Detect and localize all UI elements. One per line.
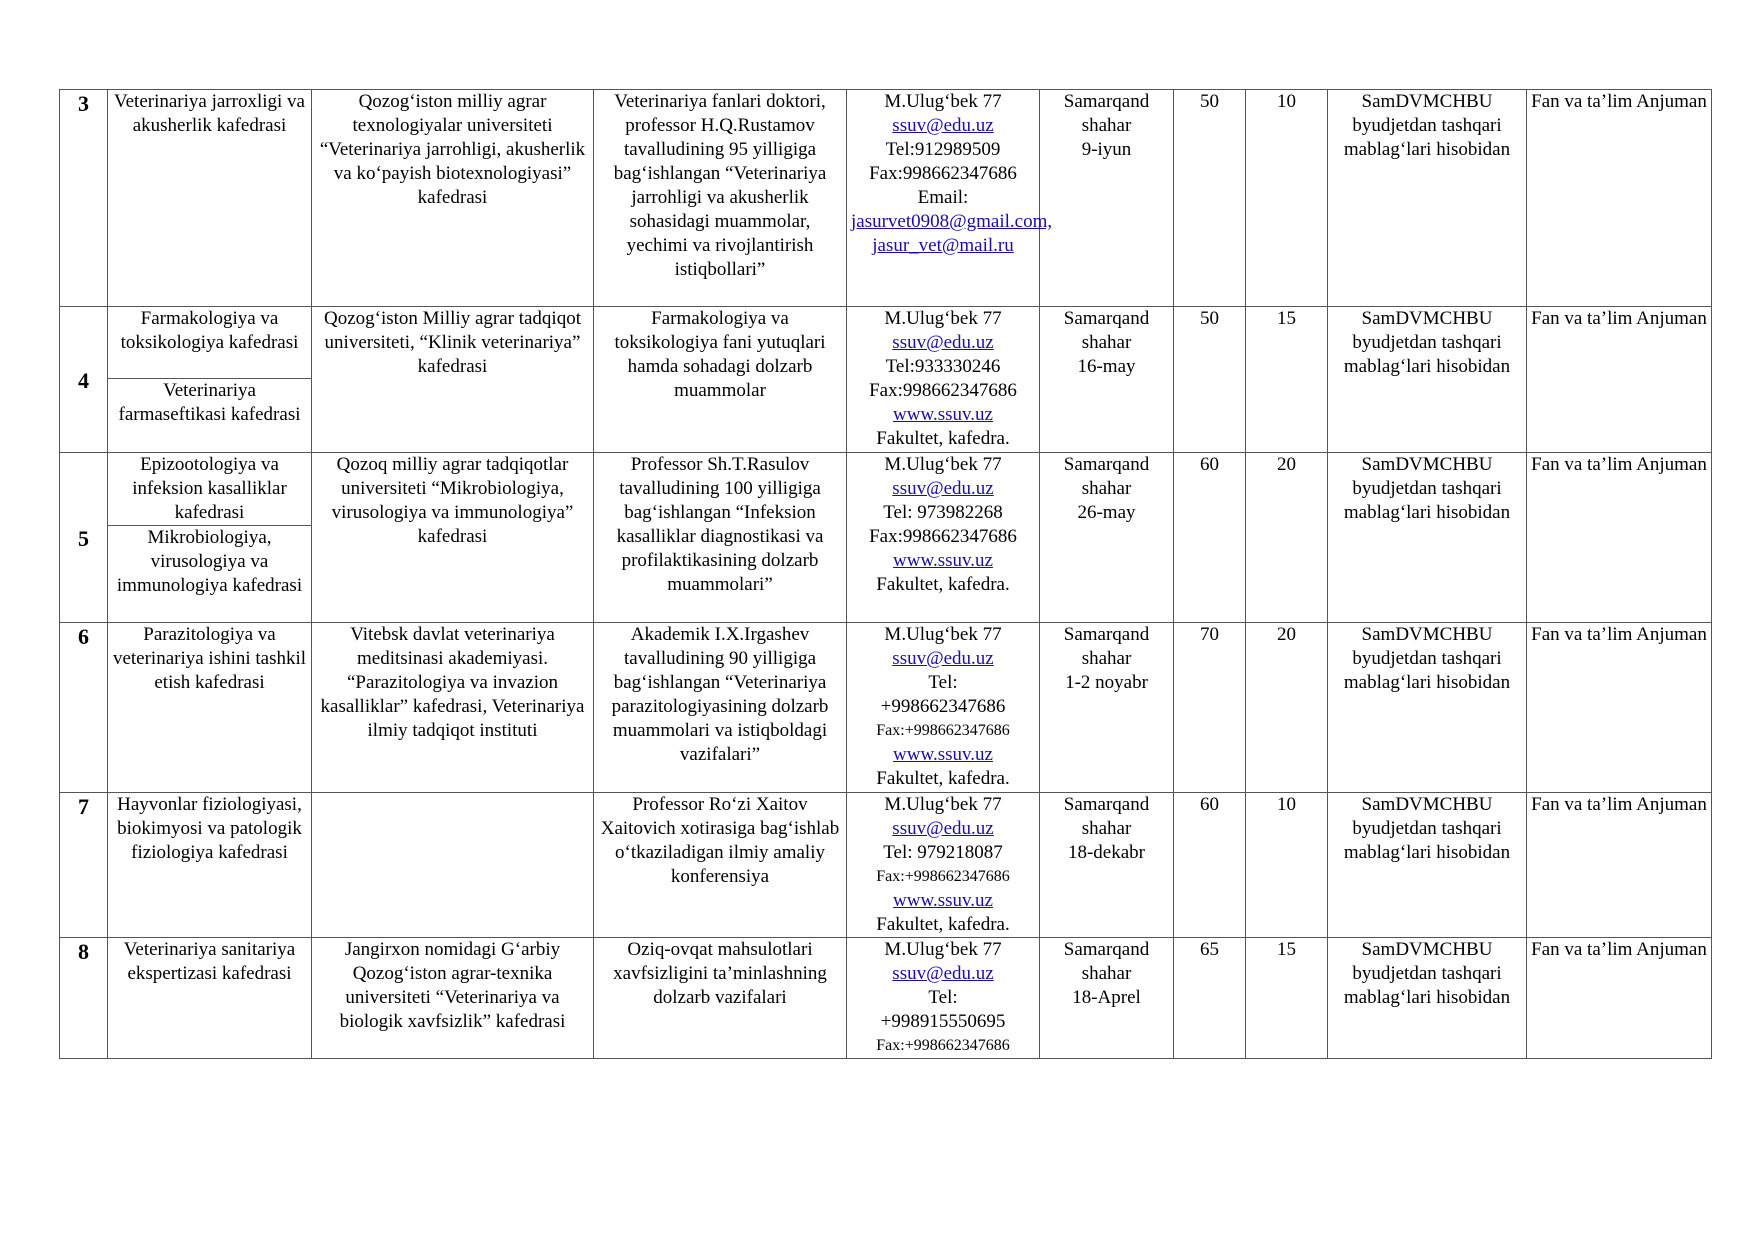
location-date-cell [1040, 90, 1174, 307]
contact-cell [847, 90, 1053, 307]
row-number: 7 [60, 793, 108, 938]
contact-cell [847, 453, 1040, 623]
table-row [60, 793, 1712, 938]
date-text: 26-may [1077, 502, 1136, 523]
theme-cell: Veterinariya fanlari doktori, professor H.Q.Rustamov tavalludining 95 yilligiga bag‘ishlangan “Veterinariya jarrohligi va akusherlik sohasidagi muammolar, yechimi va rivojlantirish istiqbollari” [594, 90, 847, 307]
participants-count: 70 [1174, 623, 1246, 793]
contact-line: Fakultet, kafedra. [876, 574, 1010, 595]
contact-line: Fakultet, kafedra. [876, 428, 1010, 449]
contact-link[interactable]: ssuv@edu.uz [892, 963, 994, 984]
event-type-cell: Fan va ta’lim Anjuman [1527, 453, 1712, 623]
event-type-cell: Fan va ta’lim Anjuman [1527, 90, 1712, 307]
participants-count: 60 [1174, 793, 1246, 938]
funding-cell: SamDVMCHBU byudjetdan tashqari mablag‘lari hisobidan [1328, 453, 1527, 623]
event-type-cell: Fan va ta’lim Anjuman [1527, 938, 1712, 1059]
row-number: 3 [60, 90, 108, 307]
contact-link[interactable]: www.ssuv.uz [893, 404, 993, 425]
funding-cell: SamDVMCHBU byudjetdan tashqari mablag‘lari hisobidan [1328, 623, 1527, 793]
contact-line: M.Ulug‘bek 77 [884, 91, 1002, 112]
location-date-cell [1040, 793, 1174, 938]
theme-cell: Akademik I.X.Irgashev tavalludining 90 yilligiga bag‘ishlangan “Veterinariya parazitologiyasining dolzarb muammolari va istiqboldagi vazifalari” [594, 623, 847, 793]
contact-link[interactable]: jasurvet0908@gmail.com, [851, 211, 1053, 232]
partner-cell: Qozog‘iston Milliy agrar tadqiqot universiteti, “Klinik veterinariya” kafedrasi [312, 307, 594, 453]
contact-line: Fax:998662347686 [869, 163, 1017, 184]
funding-cell: SamDVMCHBU byudjetdan tashqari mablag‘lari hisobidan [1328, 793, 1527, 938]
contact-link[interactable]: www.ssuv.uz [893, 890, 993, 911]
contact-line: Email: [917, 187, 969, 208]
contact-line: M.Ulug‘bek 77 [884, 939, 1002, 960]
contact-cell [847, 623, 1040, 793]
contact-line: Tel:933330246 [885, 356, 1001, 377]
contact-line: +998915550695 [880, 1011, 1006, 1032]
department-cell: Hayvonlar fiziologiyasi, biokimyosi va patologik fiziologiya kafedrasi [108, 793, 312, 938]
location-text: Samarqand shahar [1063, 794, 1150, 839]
contact-link[interactable]: ssuv@edu.uz [892, 478, 994, 499]
contact-line: Tel: 973982268 [883, 502, 1003, 523]
foreign-participants-count: 15 [1246, 307, 1328, 453]
contact-line: Fax:+998662347686 [876, 722, 1010, 739]
contact-line: Tel: [928, 987, 958, 1008]
partner-cell: Qozoq milliy agrar tadqiqotlar universiteti “Mikrobiologiya, virusologiya va immunologiya” kafedrasi [312, 453, 594, 623]
contact-line: Tel: 979218087 [883, 842, 1003, 863]
contact-line: M.Ulug‘bek 77 [884, 624, 1002, 645]
department-cell: Epizootologiya va infeksion kasalliklar kafedrasi [108, 453, 312, 526]
event-type-cell: Fan va ta’lim Anjuman [1527, 793, 1712, 938]
date-text: 18-dekabr [1067, 842, 1146, 863]
foreign-participants-count: 10 [1246, 90, 1328, 307]
date-text: 9-iyun [1081, 139, 1132, 160]
table-body [60, 90, 1712, 1059]
contact-line: Tel:912989509 [885, 139, 1001, 160]
location-date-cell [1040, 938, 1174, 1059]
contact-link[interactable]: jasur_vet@mail.ru [872, 235, 1014, 256]
row-number: 4 [60, 307, 108, 453]
table-row [60, 938, 1712, 1059]
theme-cell: Oziq-ovqat mahsulotlari xavfsizligini ta’minlashning dolzarb vazifalari [594, 938, 847, 1059]
row-number: 8 [60, 938, 108, 1059]
contact-line: M.Ulug‘bek 77 [884, 454, 1002, 475]
location-text: Samarqand shahar [1063, 939, 1150, 984]
participants-count: 60 [1174, 453, 1246, 623]
location-date-cell [1040, 307, 1174, 453]
date-text: 16-may [1077, 356, 1136, 377]
department-cell: Farmakologiya va toksikologiya kafedrasi [108, 307, 312, 379]
location-date-cell [1040, 623, 1174, 793]
department-cell: Veterinariya jarroxligi va akusherlik kafedrasi [108, 90, 312, 307]
funding-cell: SamDVMCHBU byudjetdan tashqari mablag‘lari hisobidan [1328, 307, 1527, 453]
partner-cell: Vitebsk davlat veterinariya meditsinasi akademiyasi. “Parazitologiya va invazion kasalliklar” kafedrasi, Veterinariya ilmiy tadqiqot instituti [312, 623, 594, 793]
location-text: Samarqand shahar [1063, 91, 1150, 136]
foreign-participants-count: 10 [1246, 793, 1328, 938]
foreign-participants-count: 20 [1246, 453, 1328, 623]
event-type-cell: Fan va ta’lim Anjuman [1527, 307, 1712, 453]
conference-plan-table [59, 89, 1712, 1059]
contact-line: Fakultet, kafedra. [876, 768, 1010, 789]
contact-cell [847, 938, 1040, 1059]
partner-cell [312, 793, 594, 938]
funding-cell: SamDVMCHBU byudjetdan tashqari mablag‘lari hisobidan [1328, 90, 1527, 307]
theme-cell: Professor Sh.T.Rasulov tavalludining 100 yilligiga bag‘ishlangan “Infeksion kasalliklar diagnostikasi va profilaktikasining dolzarb muammolari” [594, 453, 847, 623]
participants-count: 50 [1174, 90, 1246, 307]
row-number: 6 [60, 623, 108, 793]
theme-cell: Professor Ro‘zi Xaitov Xaitovich xotirasiga bag‘ishlab o‘tkaziladigan ilmiy amaliy konferensiya [594, 793, 847, 938]
contact-link[interactable]: www.ssuv.uz [893, 744, 993, 765]
location-text: Samarqand shahar [1063, 624, 1150, 669]
contact-line: Fax:998662347686 [869, 380, 1017, 401]
foreign-participants-count: 20 [1246, 623, 1328, 793]
contact-link[interactable]: ssuv@edu.uz [892, 115, 994, 136]
contact-link[interactable]: ssuv@edu.uz [892, 648, 994, 669]
date-text: 1-2 noyabr [1065, 672, 1148, 693]
row-number: 5 [60, 453, 108, 623]
partner-cell: Qozog‘iston milliy agrar texnologiyalar universiteti “Veterinariya jarrohligi, akusherlik va ko‘payish biotexnologiyasi” kafedrasi [312, 90, 594, 307]
department-cell: Mikrobiologiya, virusologiya va immunologiya kafedrasi [108, 526, 312, 623]
department-cell: Veterinariya sanitariya ekspertizasi kafedrasi [108, 938, 312, 1059]
date-text: 18-Aprel [1072, 987, 1141, 1008]
contact-cell [847, 793, 1040, 938]
contact-cell [847, 307, 1040, 453]
contact-line: M.Ulug‘bek 77 [884, 794, 1002, 815]
funding-cell: SamDVMCHBU byudjetdan tashqari mablag‘lari hisobidan [1328, 938, 1527, 1059]
table-row [60, 90, 1712, 307]
partner-cell: Jangirxon nomidagi G‘arbiy Qozog‘iston agrar-texnika universiteti “Veterinariya va biologik xavfsizlik” kafedrasi [312, 938, 594, 1059]
contact-line: Fax:+998662347686 [876, 1037, 1010, 1054]
contact-line: +998662347686 [880, 696, 1006, 717]
contact-line: M.Ulug‘bek 77 [884, 308, 1002, 329]
participants-count: 65 [1174, 938, 1246, 1059]
foreign-participants-count: 15 [1246, 938, 1328, 1059]
event-type-cell: Fan va ta’lim Anjuman [1527, 623, 1712, 793]
contact-line: Tel: [928, 672, 958, 693]
department-cell: Parazitologiya va veterinariya ishini tashkil etish kafedrasi [108, 623, 312, 793]
department-cell: Veterinariya farmaseftikasi kafedrasi [108, 379, 312, 453]
contact-link[interactable]: ssuv@edu.uz [892, 818, 994, 839]
location-text: Samarqand shahar [1063, 454, 1150, 499]
participants-count: 50 [1174, 307, 1246, 453]
theme-cell: Farmakologiya va toksikologiya fani yutuqlari hamda sohadagi dolzarb muammolar [594, 307, 847, 453]
location-text: Samarqand shahar [1063, 308, 1150, 353]
contact-line: Fax:+998662347686 [876, 868, 1010, 885]
table-row [60, 453, 1712, 526]
table-row [60, 623, 1712, 793]
contact-line: Fakultet, kafedra. [876, 914, 1010, 935]
location-date-cell [1040, 453, 1174, 623]
contact-link[interactable]: www.ssuv.uz [893, 550, 993, 571]
contact-line: Fax:998662347686 [869, 526, 1017, 547]
contact-link[interactable]: ssuv@edu.uz [892, 332, 994, 353]
table-row [60, 307, 1712, 379]
